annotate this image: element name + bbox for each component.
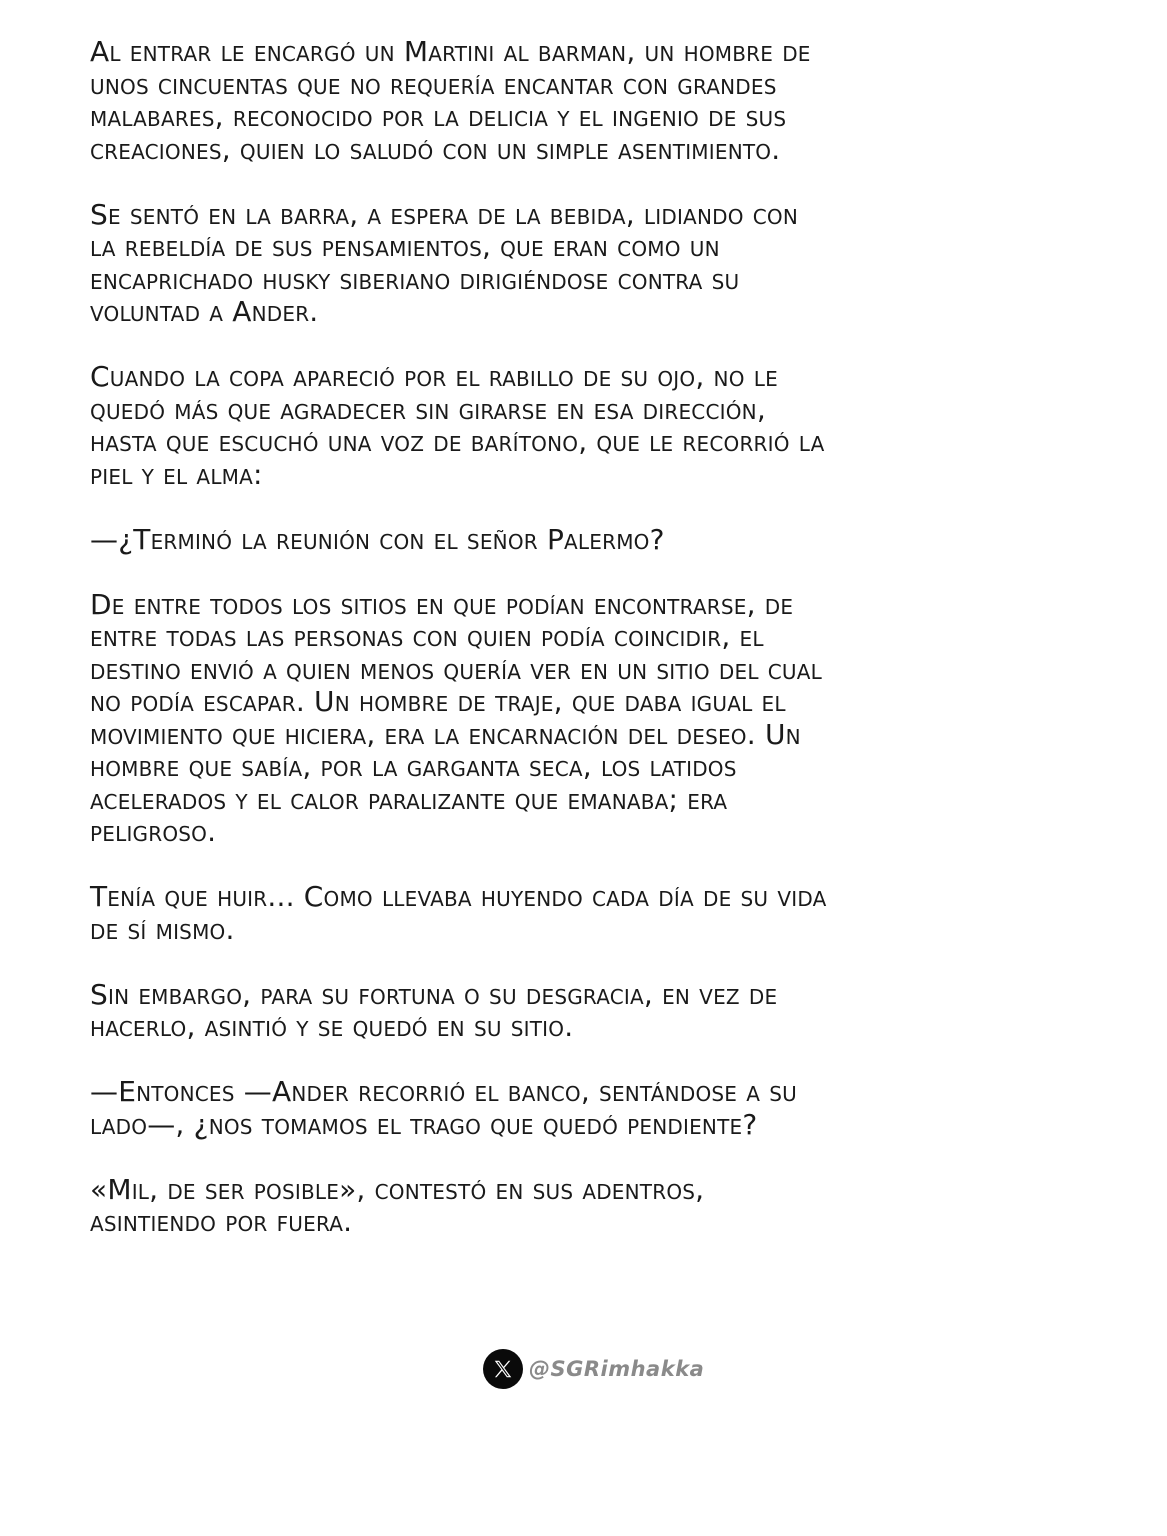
paragraph-3: Cuando la copa apareció por el rabillo de su ojo, no le quedó más que agradecer sin girarse en esa dirección, hasta que escuchó una voz de barítono, que le recorrió la piel y el alma: <box>90 360 825 491</box>
paragraph-2: Se sentó en la barra, a espera de la bebida, lidiando con la rebeldía de sus pensamientos, que eran como un encaprichado husky siberiano dirigiéndose contra su voluntad a Ander. <box>90 197 799 328</box>
paragraph-5: Tenía que huir... Como llevaba huyendo cada día de su vida de sí mismo. <box>90 880 827 946</box>
x-logo-icon <box>483 1349 523 1389</box>
dialogue-line-1: —¿Terminó la reunión con el señor Palermo? <box>90 522 665 556</box>
paragraph-4: De entre todos los sitios en que podían encontrarse, de entre todas las personas con quien podía coincidir, el destino envió a quien menos quería ver en un sitio del cual no podía escapar. Un hombre de traje, que daba igual el movimiento que hiciera, era la encarnación del deseo. Un hombre que sabía, por la garganta seca, los latidos acelerados y el calor paralizante que emanaba; era peligroso. <box>90 587 822 848</box>
paragraph-6: Sin embargo, para su fortuna o su desgracia, en vez de hacerlo, asintió y se quedó en su sitio. <box>90 977 778 1043</box>
paragraph-1: Al entrar le encargó un Martini al barman, un hombre de unos cincuentas que no requería encantar con grandes malabares, reconocido por la delicia y el ingenio de sus creaciones, quien lo saludó con un simple asentimiento. <box>90 35 811 166</box>
paragraph-7: «Mil, de ser posible», contestó en sus adentros, asintiendo por fuera. <box>90 1172 705 1238</box>
handle-text[interactable]: @SGRimhakka <box>529 1357 705 1381</box>
story-page <box>90 36 1090 1271</box>
author-handle[interactable] <box>483 1348 704 1390</box>
dialogue-line-2: —Entonces —Ander recorrió el banco, sentándose a su lado—, ¿nos tomamos el trago que quedó pendiente? <box>90 1075 797 1141</box>
